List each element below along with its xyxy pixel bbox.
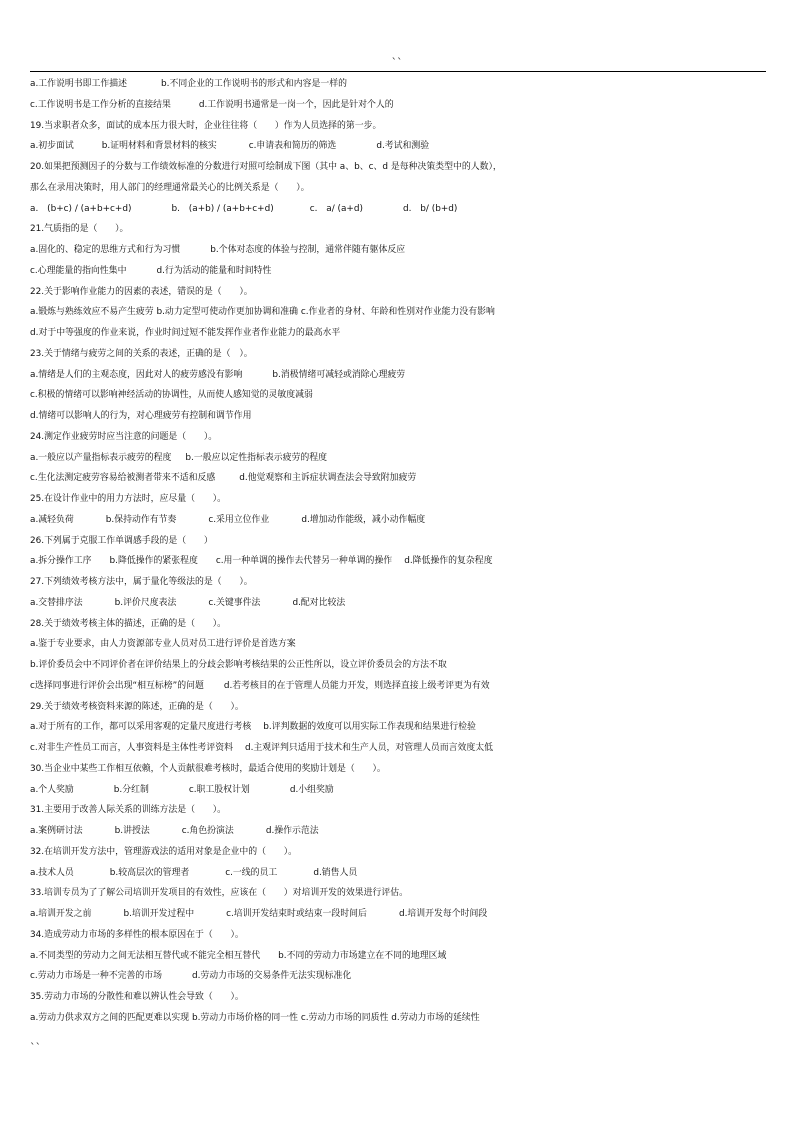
option-text: d.考试和测验 <box>376 141 430 152</box>
option-text: c.角色扮演法 <box>181 826 234 836</box>
option-text: d.操作示范法 <box>265 826 319 836</box>
text-line <box>30 240 770 261</box>
option-text: a.不同类型的劳动力之间无法相互替代或不能完全相互替代 <box>30 950 261 961</box>
text-line <box>30 323 770 344</box>
option-text: a.拆分操作工序 <box>30 556 92 567</box>
option-text: a.案例研讨法 <box>30 826 83 836</box>
option-text: b.降低操作的紧张程度 <box>109 556 198 567</box>
option-text: b.不同的劳动力市场建立在不同的地理区域 <box>278 950 447 961</box>
line-text: d.情绪可以影响人的行为，对心理疲劳有控制和调节作用 <box>30 411 252 421</box>
text-line <box>30 510 770 531</box>
option-text: d.行为活动的能量和时间特性 <box>156 265 272 276</box>
option-text: b. (a+b) / (a+b+c+d) <box>171 203 274 214</box>
text-line <box>30 614 770 635</box>
line-text: 30.当企业中某些工作相互依赖，个人贡献很难考核时，最适合使用的奖励计划是（ ）。 <box>30 763 386 774</box>
option-text: c.一线的员工 <box>225 867 278 878</box>
line-text: 20.如果把预测因子的分数与工作绩效标准的分数进行对照可绘制成下图（其中 a、b、c、d 是每种决策类型中的人数）， <box>30 162 502 172</box>
option-text: c.生化法测定疲劳容易给被测者带来不适和反感 <box>30 473 216 484</box>
header-mark: `` <box>391 56 403 69</box>
text-line <box>30 406 770 427</box>
option-text: b.不同企业的工作说明书的形式和内容是一样的 <box>161 79 347 89</box>
text-line <box>30 531 770 552</box>
option-text: d.主观评判只适用于技术和生产人员，对管理人员而言效度太低 <box>244 743 494 753</box>
option-text: b.讲授法 <box>114 826 150 836</box>
text-line <box>30 655 770 676</box>
option-text: a.初步面试 <box>30 141 74 152</box>
text-line <box>30 261 770 282</box>
option-text: b.分红制 <box>113 784 149 795</box>
option-text: c.劳动力市场是一种不完善的市场 <box>30 971 162 982</box>
text-line <box>30 74 770 95</box>
line-text: 21.气质指的是（ ）。 <box>30 224 129 235</box>
option-text: c.对非生产性员工而言，人事资料是主体性考评资料 <box>30 743 233 753</box>
option-text: d. b/ (b+d) <box>402 203 458 214</box>
option-text: a.固化的、稳定的思维方式和行为习惯 <box>30 245 181 255</box>
text-line <box>30 966 770 987</box>
option-text: a.工作说明书即工作描述 <box>30 79 128 89</box>
text-line <box>30 448 770 469</box>
option-text: a.交替排序法 <box>30 597 83 608</box>
text-line <box>30 427 770 448</box>
text-line <box>30 1008 770 1029</box>
option-text: c.工作说明书是工作分析的直接结果 <box>30 99 171 110</box>
text-line <box>30 842 770 863</box>
option-text: a.培训开发之前 <box>30 909 92 919</box>
text-line <box>30 489 770 510</box>
line-text: 22.关于影响作业能力的因素的表述，错误的是（ ）。 <box>30 286 253 297</box>
line-text: 33.培训专员为了了解公司培训开发项目的有效性，应该在（ ）对培训开发的效果进行评估。 <box>30 888 408 899</box>
line-text: a.锻炼与熟练效应不易产生疲劳 b.动力定型可使动作更加协调和准确 c.作业者的身材、年龄和性别对作业能力没有影响 <box>30 307 495 318</box>
option-text: d.工作说明书通常是一岗一个，因此是针对个人的 <box>198 99 394 110</box>
option-text: c.用一种单调的操作去代替另一种单调的操作 <box>215 556 393 567</box>
line-text: c.积极的情绪可以影响神经活动的协调性，从而使人感知觉的灵敏度减弱 <box>30 390 313 401</box>
line-text: 26.下列属于克服工作单调感手段的是（ ） <box>30 535 213 546</box>
line-text: 那么在录用决策时，用人部门的经理通常最关心的比例关系是（ ）。 <box>30 182 310 193</box>
text-line <box>30 344 770 365</box>
text-line <box>30 717 770 738</box>
text-line <box>30 593 770 614</box>
option-text: d.劳动力市场的交易条件无法实现标准化 <box>191 971 352 982</box>
option-text: b.评判数据的效度可以用实际工作表现和结果进行检验 <box>263 722 476 733</box>
option-text: a.个人奖励 <box>30 784 74 795</box>
option-text: d.小组奖励 <box>289 784 334 795</box>
option-text: d.他觉观察和主诉症状调查法会导致附加疲劳 <box>239 473 417 484</box>
option-text: d.增加动作能级，减小动作幅度 <box>301 514 426 525</box>
option-text: d.培训开发每个时间段 <box>398 909 488 919</box>
text-line <box>30 738 770 759</box>
text-line <box>30 904 770 925</box>
text-line <box>30 863 770 884</box>
text-line <box>30 95 770 116</box>
line-text: 32.在培训开发方法中，管理游戏法的适用对象是企业中的（ ）。 <box>30 846 298 857</box>
text-line <box>30 821 770 842</box>
line-text: d.对于中等强度的作业来说，作业时间过短不能发挥作业者作业能力的最高水平 <box>30 328 341 338</box>
text-line <box>30 468 770 489</box>
option-text: c.采用立位作业 <box>208 514 270 525</box>
option-text: d.配对比较法 <box>292 597 346 608</box>
text-line <box>30 946 770 967</box>
option-text: a.一般应以产量指标表示疲劳的程度 <box>30 452 172 463</box>
text-line <box>30 572 770 593</box>
text-line <box>30 759 770 780</box>
line-text: 19.当求职者众多，面试的成本压力很大时，企业往往将（ ）作为人员选择的第一步。 <box>30 120 382 131</box>
option-text: c.关键事件法 <box>208 597 261 608</box>
text-line <box>30 365 770 386</box>
option-text: a. (b+c) / (a+b+c+d) <box>30 203 132 214</box>
text-line <box>30 925 770 946</box>
text-line <box>30 800 770 821</box>
text-line <box>30 199 770 220</box>
option-text: b.较高层次的管理者 <box>109 867 190 878</box>
option-text: c.心理能量的指向性集中 <box>30 265 127 276</box>
text-line <box>30 136 770 157</box>
line-text: a.鉴于专业要求，由人力资源部专业人员对员工进行评价是首选方案 <box>30 639 296 650</box>
text-line <box>30 178 770 199</box>
line-text: a.劳动力供求双方之间的匹配更难以实现 b.劳动力市场价格的同一性 c.劳动力市场的同质性 d.劳动力市场的延续性 <box>30 1012 480 1023</box>
line-text: 28.关于绩效考核主体的描述，正确的是（ ）。 <box>30 618 227 629</box>
option-text: c.职工股权计划 <box>188 784 250 795</box>
document-body <box>30 74 770 1029</box>
option-text: b.培训开发过程中 <box>123 909 195 919</box>
line-text: 35.劳动力市场的分散性和难以辨认性会导致（ ）。 <box>30 992 244 1002</box>
text-line <box>30 697 770 718</box>
text-line <box>30 883 770 904</box>
header-rule <box>30 71 766 72</box>
option-text: b.保持动作有节奏 <box>105 514 177 525</box>
line-text: 27.下列绩效考核方法中，属于量化等级法的是（ ）。 <box>30 577 253 587</box>
text-line <box>30 282 770 303</box>
option-text: a.情绪是人们的主观态度，因此对人的疲劳感没有影响 <box>30 369 243 380</box>
option-text: a.技术人员 <box>30 867 74 878</box>
text-line <box>30 780 770 801</box>
line-text: 34.造成劳动力市场的多样性的根本原因在于（ ）。 <box>30 929 244 940</box>
option-text: c选择同事进行评价会出现“相互标榜”的问题 <box>30 680 204 691</box>
text-line <box>30 157 770 178</box>
option-text: b.消极情绪可减轻或消除心理疲劳 <box>272 369 406 380</box>
option-text: a.对于所有的工作，都可以采用客观的定量尺度进行考核 <box>30 722 252 733</box>
text-line <box>30 987 770 1008</box>
line-text: 23.关于情绪与疲劳之间的关系的表述，正确的是（ ）。 <box>30 348 253 359</box>
text-line <box>30 551 770 572</box>
text-line <box>30 302 770 323</box>
option-text: b.证明材料和背景材料的核实 <box>101 141 217 152</box>
line-text: 31.主要用于改善人际关系的训练方法是（ ）。 <box>30 805 227 816</box>
option-text: c.申请表和简历的筛选 <box>248 141 337 152</box>
text-line <box>30 634 770 655</box>
text-line <box>30 219 770 240</box>
option-text: b.一般应以定性指标表示疲劳的程度 <box>185 452 327 463</box>
text-line <box>30 676 770 697</box>
option-text: d.降低操作的复杂程度 <box>404 556 493 567</box>
line-text: b.评价委员会中不同评价者在评价结果上的分歧会影响考核结果的公正性所以，设立评价委员会的方法不取 <box>30 660 447 670</box>
text-line <box>30 385 770 406</box>
footer-mark: `` <box>30 1041 41 1054</box>
text-line <box>30 116 770 137</box>
option-text: b.评价尺度表法 <box>114 597 177 608</box>
option-text: d.销售人员 <box>313 867 358 878</box>
option-text: b.个体对态度的体验与控制，通常伴随有躯体反应 <box>210 245 406 255</box>
option-text: c. a/ (a+d) <box>309 203 363 214</box>
line-text: 24.测定作业疲劳时应当注意的问题是（ ）。 <box>30 431 218 442</box>
option-text: d.若考核目的在于管理人员能力开发，则选择直接上级考评更为有效 <box>223 680 490 691</box>
line-text: 29.关于绩效考核资料来源的陈述，正确的是（ ）。 <box>30 701 244 712</box>
option-text: a.减轻负荷 <box>30 514 74 525</box>
option-text: c.培训开发结束时或结束一段时间后 <box>226 909 367 919</box>
line-text: 25.在设计作业中的用力方法时，应尽量（ ）。 <box>30 494 227 504</box>
